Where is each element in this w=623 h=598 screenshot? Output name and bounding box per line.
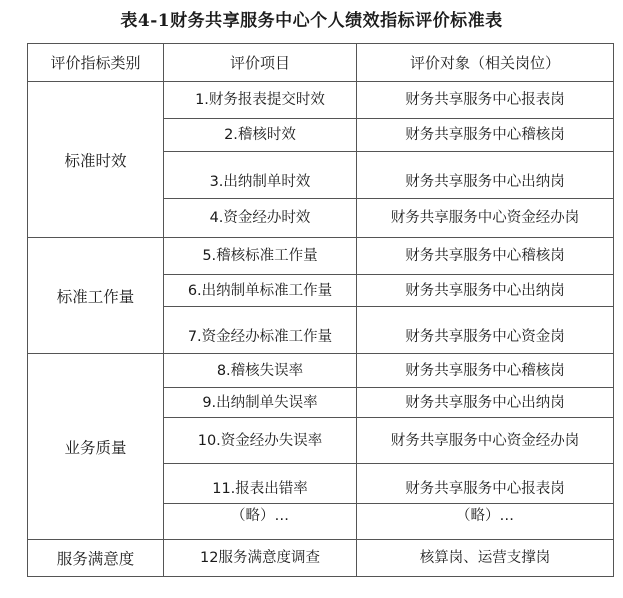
table-row (28, 540, 614, 577)
kpi-table (27, 43, 614, 577)
category-cell: 标准工作量 (28, 238, 164, 354)
header-category: 评价指标类别 (28, 44, 164, 82)
item-cell: 2.稽核时效 (164, 119, 357, 152)
category-cell: 业务质量 (28, 354, 164, 540)
item-cell: 9.出纳制单失误率 (164, 388, 357, 418)
category-cell: 服务满意度 (28, 540, 164, 577)
target-cell: （略）… (357, 504, 614, 540)
item-cell: （略）… (164, 504, 357, 540)
target-cell: 财务共享服务中心报表岗 (357, 82, 614, 119)
target-cell: 财务共享服务中心资金经办岗 (357, 199, 614, 238)
item-cell: 3.出纳制单时效 (164, 152, 357, 199)
target-cell: 财务共享服务中心报表岗 (357, 464, 614, 504)
item-cell: 12服务满意度调查 (164, 540, 357, 577)
target-cell: 核算岗、运营支撑岗 (357, 540, 614, 577)
target-cell: 财务共享服务中心出纳岗 (357, 152, 614, 199)
table-header-row (28, 44, 614, 82)
item-cell: 5.稽核标准工作量 (164, 238, 357, 275)
item-cell: 4.资金经办时效 (164, 199, 357, 238)
item-cell: 10.资金经办失误率 (164, 418, 357, 464)
target-cell: 财务共享服务中心稽核岗 (357, 354, 614, 388)
header-item: 评价项目 (164, 44, 357, 82)
target-cell: 财务共享服务中心出纳岗 (357, 275, 614, 307)
target-cell: 财务共享服务中心稽核岗 (357, 119, 614, 152)
table-row (28, 238, 614, 275)
item-cell: 7.资金经办标准工作量 (164, 307, 357, 354)
target-cell: 财务共享服务中心资金经办岗 (357, 418, 614, 464)
item-cell: 6.出纳制单标准工作量 (164, 275, 357, 307)
header-target: 评价对象（相关岗位） (357, 44, 614, 82)
table-row (28, 354, 614, 388)
target-cell: 财务共享服务中心出纳岗 (357, 388, 614, 418)
table-row (28, 82, 614, 119)
item-cell: 11.报表出错率 (164, 464, 357, 504)
category-cell: 标准时效 (28, 82, 164, 238)
item-cell: 8.稽核失误率 (164, 354, 357, 388)
target-cell: 财务共享服务中心稽核岗 (357, 238, 614, 275)
item-cell: 1.财务报表提交时效 (164, 82, 357, 119)
page-title: 表4-1财务共享服务中心个人绩效指标评价标准表 (120, 11, 503, 31)
target-cell: 财务共享服务中心资金岗 (357, 307, 614, 354)
